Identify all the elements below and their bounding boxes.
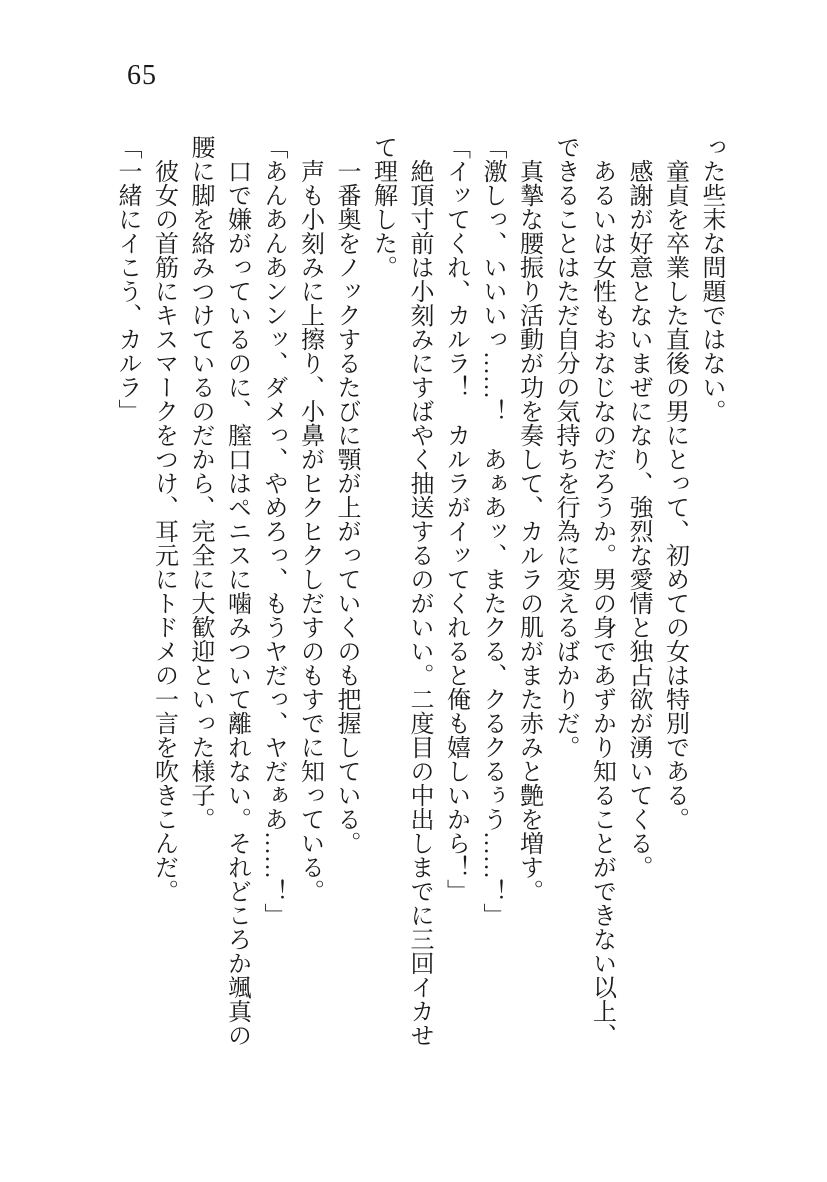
paragraph: 一番奥をノックするたびに顎が上がっていくのも把握している。 xyxy=(333,159,359,855)
paragraph: 「激しっ、いいいっ……！ あぁあッ、またクる、クるクるぅう……！」 xyxy=(479,135,505,927)
paragraph: 真摯な腰振り活動が功を奏して、カルラの肌がまた赤みと艶を増す。 xyxy=(515,159,542,903)
page-number: 65 xyxy=(127,60,157,91)
paragraph: 絶頂寸前は小刻みにすばやく抽送するのがいい。二度目の中出しまでに三回イカせて理解した。 xyxy=(369,135,432,1047)
paragraph: 感謝が好意とないまぜになり、強烈な愛情と独占欲が湧いてくる。 xyxy=(625,159,651,879)
paragraph: った些末な問題ではない。 xyxy=(698,135,724,423)
paragraph: 声も小刻みに上擦り、小鼻がヒクヒクしだすのもすでに知っている。 xyxy=(296,159,323,903)
paragraph: 「あんあんあンンッ、ダメっ、やめろっ、もうヤだっ、ヤだぁあ……！」 xyxy=(260,135,286,927)
paragraph: 「一緒にイこう、カルラ」 xyxy=(114,135,140,423)
paragraph: あるいは女性もおなじなのだろうか。男の身であずかり知ることができない以上、できることはただ自分の気持ちを行為に変えるばかりだ。 xyxy=(552,135,615,1047)
paragraph: 口で嫌がっているのに、膣口はペニスに噛みついて離れない。それどころか颯真の腰に脚を絡みつけているのだから、完全に大歓迎といった様子。 xyxy=(187,135,250,1047)
paragraph: 彼女の首筋にキスマークをつけ、耳元にトドメの一言を吹きこんだ。 xyxy=(150,159,177,903)
text-columns xyxy=(109,135,730,1055)
paragraph: 「イッてくれ、カルラ！ カルラがイッてくれると俺も嬉しいから！」 xyxy=(442,135,469,903)
paragraph: 童貞を卒業した直後の男にとって、初めての女は特別である。 xyxy=(661,159,688,831)
